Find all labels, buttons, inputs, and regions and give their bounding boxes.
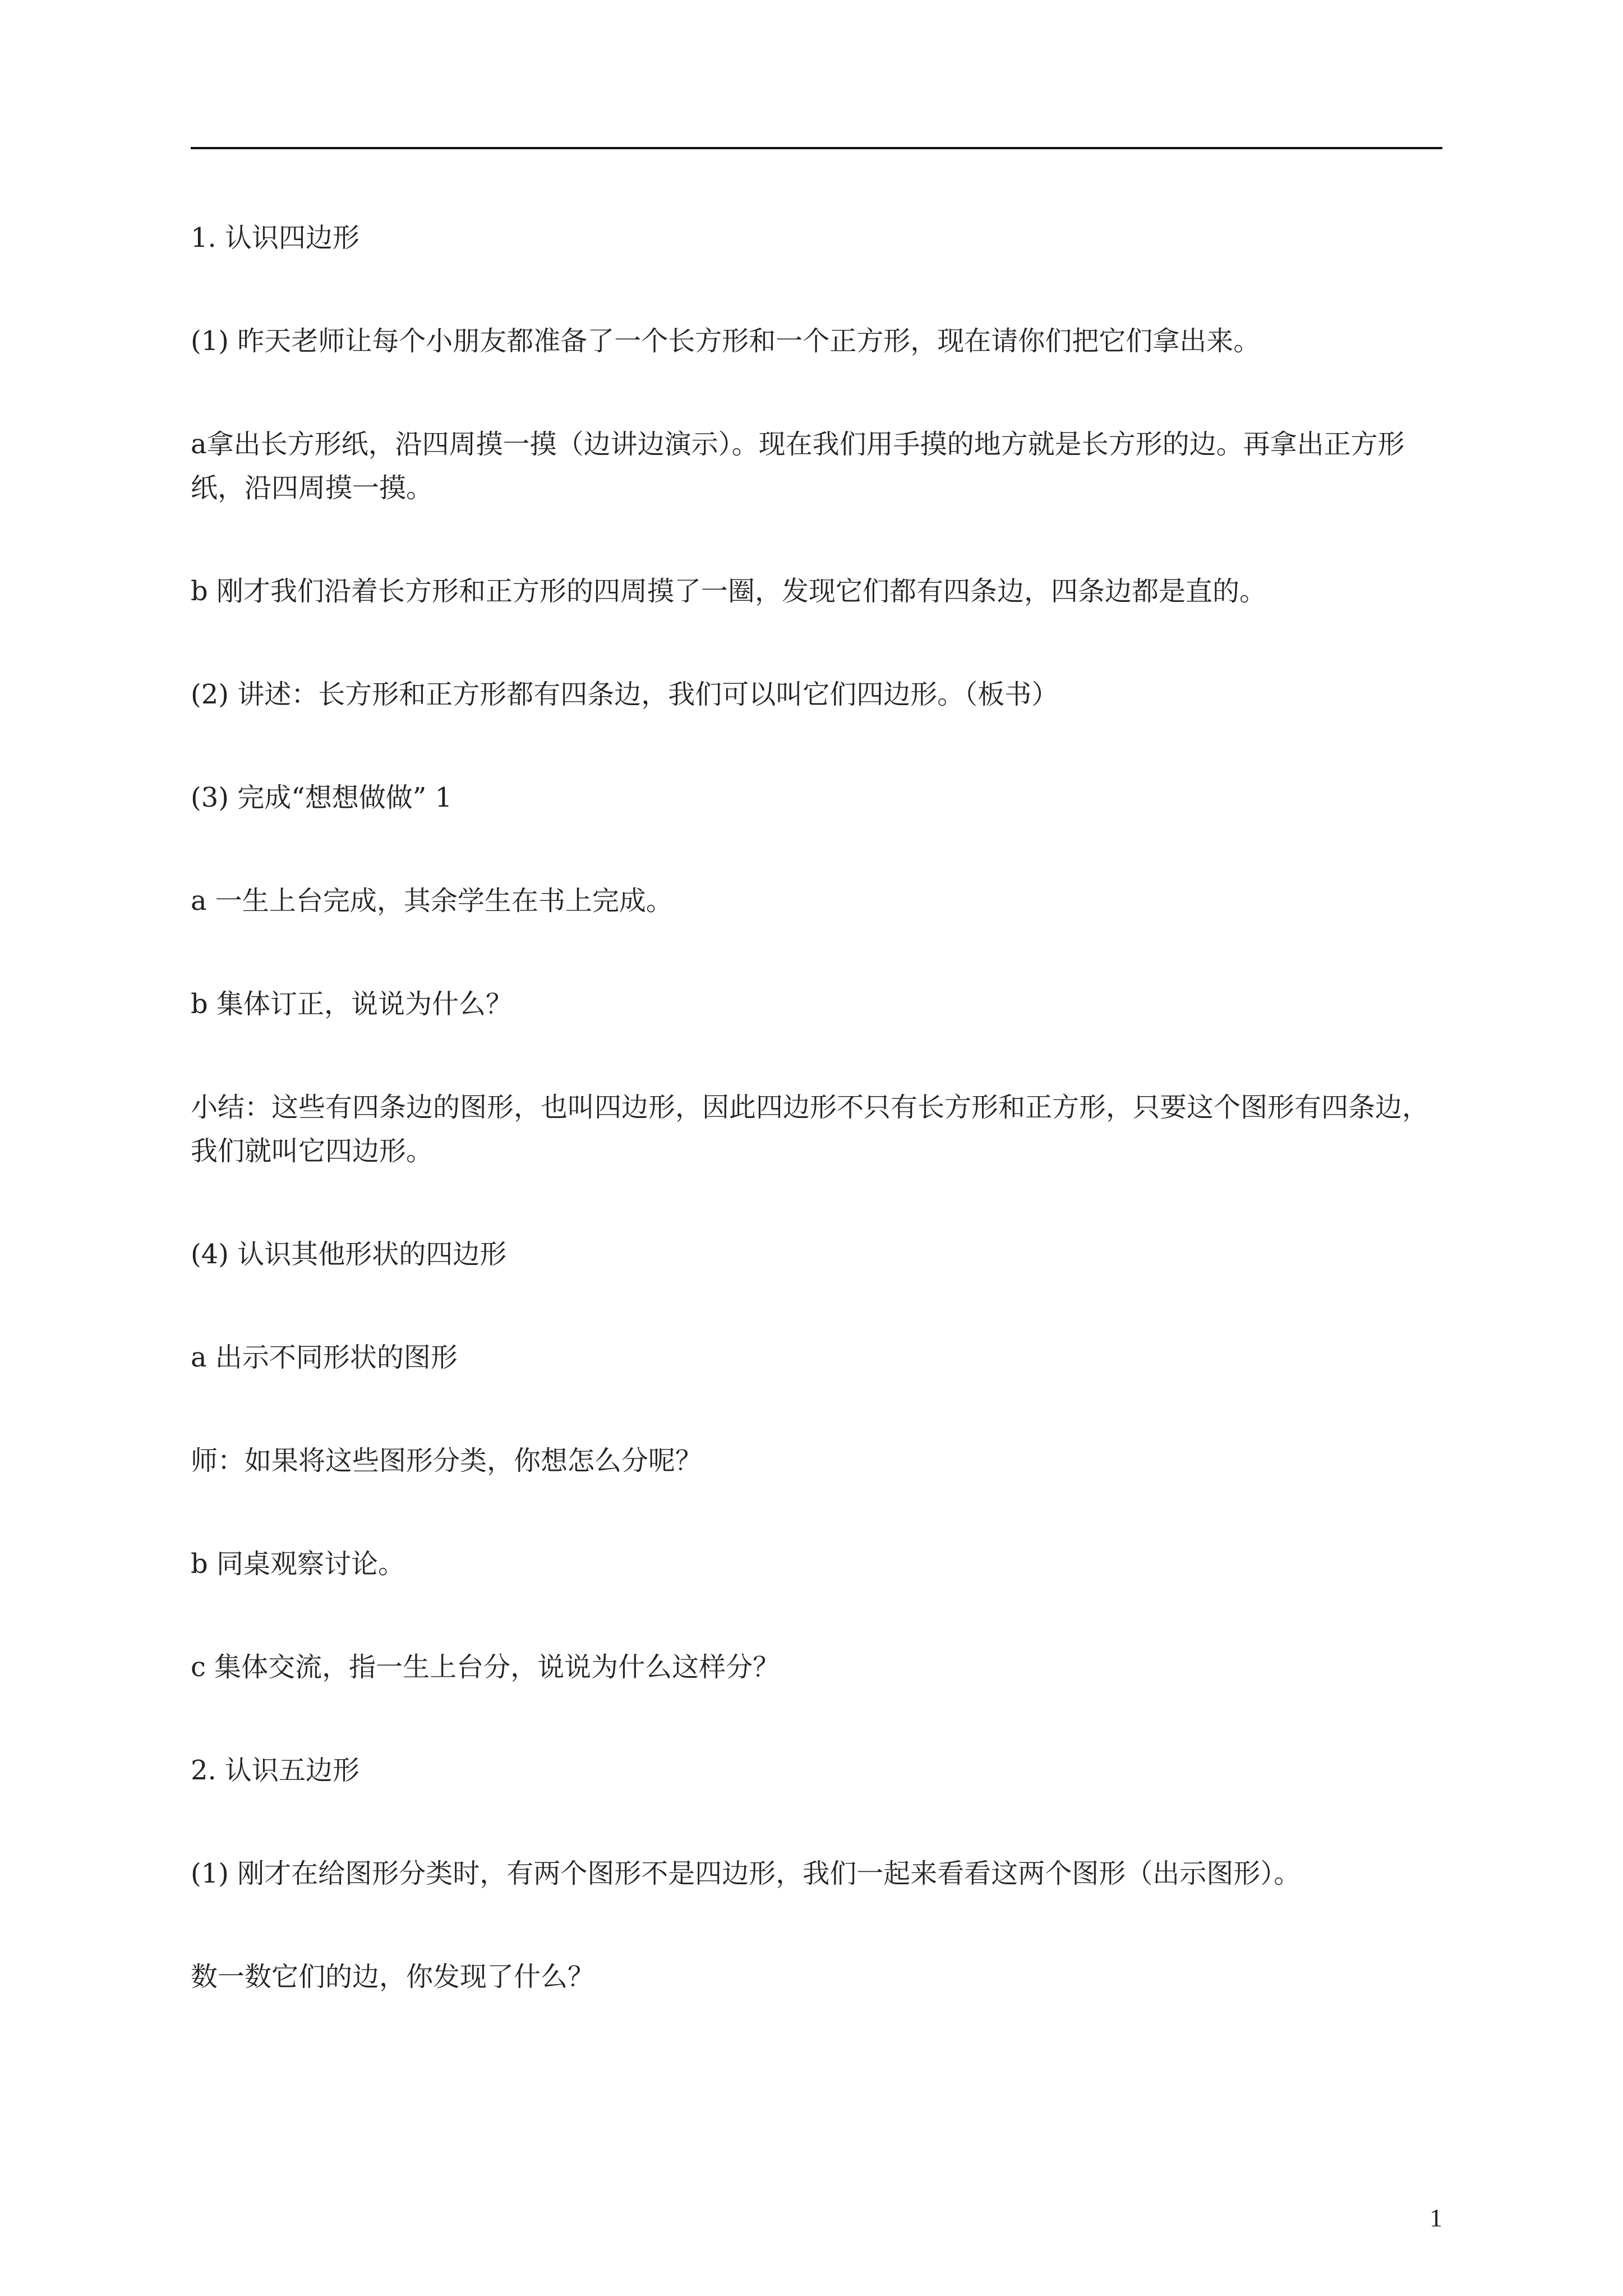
- paragraph: (1) 昨天老师让每个小朋友都准备了一个长方形和一个正方形，现在请你们把它们拿出来。: [191, 325, 1261, 357]
- paragraph: b 刚才我们沿着长方形和正方形的四周摸了一圈，发现它们都有四条边，四条边都是直的。: [191, 576, 1266, 607]
- paragraph: (4) 认识其他形状的四边形: [191, 1239, 507, 1270]
- paragraph: b 同桌观察讨论。: [191, 1548, 405, 1580]
- section-heading-pentagon: 2. 认识五边形: [191, 1755, 360, 1786]
- header-rule: [191, 147, 1442, 149]
- page-number: 1: [1430, 2203, 1442, 2232]
- paragraph: b 集体订正，说说为什么？: [191, 988, 513, 1020]
- paragraph: a拿出长方形纸，沿四周摸一摸（边讲边演示）。现在我们用手摸的地方就是长方形的边。再拿出正方形纸，沿四周摸一摸。: [191, 429, 1405, 504]
- document-body: [191, 216, 1442, 2058]
- paragraph: (2) 讲述：长方形和正方形都有四条边，我们可以叫它们四边形。（板书）: [191, 679, 1059, 710]
- paragraph: a 一生上台完成，其余学生在书上完成。: [191, 885, 673, 917]
- section-heading-quadrilateral: 1. 认识四边形: [191, 222, 360, 254]
- paragraph: (1) 刚才在给图形分类时，有两个图形不是四边形，我们一起来看看这两个图形（出示图形）。: [191, 1858, 1301, 1889]
- summary-paragraph: 小结：这些有四条边的图形，也叫四边形，因此四边形不只有长方形和正方形，只要这个图形有四条边，我们就叫它四边形。: [191, 1092, 1430, 1167]
- paragraph: a 出示不同形状的图形: [191, 1342, 458, 1373]
- paragraph: (3) 完成“想想做做” 1: [191, 782, 453, 813]
- paragraph: 数一数它们的边，你发现了什么？: [191, 1961, 595, 1993]
- paragraph: c 集体交流，指一生上台分，说说为什么这样分？: [191, 1651, 780, 1683]
- paragraph: 师：如果将这些图形分类，你想怎么分呢？: [191, 1445, 703, 1476]
